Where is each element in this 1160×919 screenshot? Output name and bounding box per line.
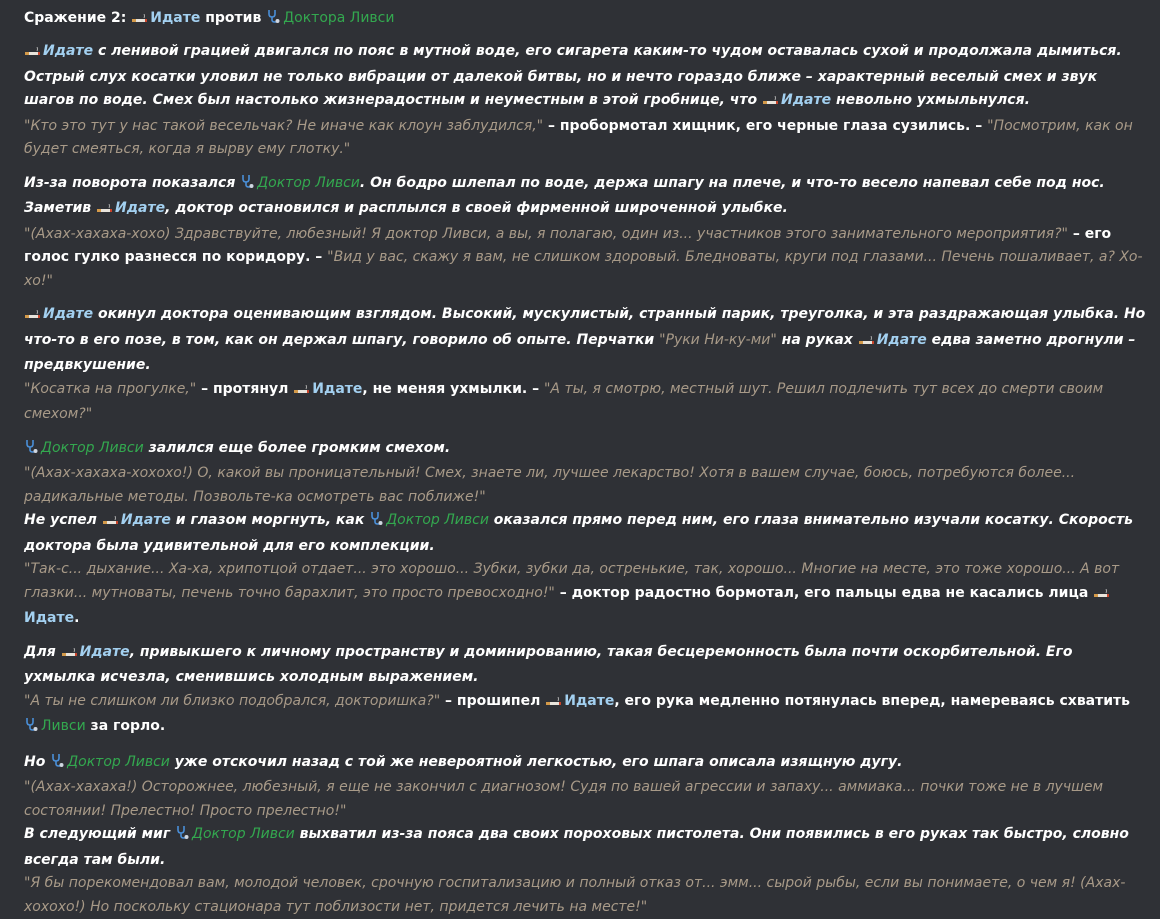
stethoscope-icon [267, 9, 280, 30]
stethoscope-icon [25, 717, 38, 741]
dialogue-tag: – его голос гулко разнесся по коридору. – [24, 226, 1111, 266]
battle-title-label: Сражение 2: [24, 10, 126, 26]
dialogue-tag: – прошипел [440, 693, 545, 709]
stethoscope-icon [241, 174, 254, 198]
narration-text: оказался прямо перед ним, его глаза внимательно изучали косатку. Скорость доктора была удивительной для его комплекции. [24, 512, 1133, 554]
paragraph-6 [24, 751, 1148, 919]
quote-text: "А ты, я смотрю, местный шут. Решил подлечить тут всех до смерти своим смехом?" [24, 381, 1103, 423]
narration-text: окинул доктора оценивающим взглядом. Высокий, мускулистый, странный парик, треуголка, и эта раздражающая улыбка. Но что-то в его позе, в том, как он держал шпагу, говорило об опыте. Перчатки [24, 306, 1145, 348]
quote-text: "Посмотрим, как он будет смеяться, когда я вырву ему глотку." [24, 118, 1133, 158]
narration-text: В следующий миг [24, 826, 175, 842]
narration-text: . Он бодро шлепал по воде, держа шпагу на плече, и что-то весело напевал себе под нос. Заметив [24, 175, 1105, 217]
narration-text: Из-за поворота показался [24, 175, 240, 191]
paragraph-1 [24, 40, 1148, 162]
stethoscope-icon [370, 511, 383, 535]
versus-text: против [205, 10, 261, 26]
dialogue-tag: – протянул [196, 381, 293, 397]
narration-text: едва заметно дрогнули – предвкушение. [24, 332, 1135, 374]
battle-title [24, 8, 1148, 30]
livsi-mention[interactable]: Доктор Ливси [257, 175, 360, 191]
cigarette-icon [97, 199, 112, 223]
paragraph-5 [24, 641, 1148, 741]
dialogue-tag: , не меняя ухмылки. – [362, 381, 544, 397]
narration-text: уже отскочил назад с той же невероятной легкостью, его шпага описала изящную дугу. [170, 754, 903, 770]
cigarette-icon [62, 643, 77, 667]
narration-text: на руках [777, 332, 858, 348]
quote-text: "(Ахах-хахаха-хохохо!) О, какой вы проницательный! Смех, знаете ли, лучшее лекарство! Хотя в вашем случае, боюсь, потребуются более... радикальные методы. Позвольте-ка осмотреть вас поближе!" [24, 465, 1075, 505]
narration-text: , доктор остановился и расплылся в своей фирменной широченной улыбке. [165, 200, 788, 216]
paragraph-4 [24, 437, 1148, 631]
idate-mention[interactable]: Идате [43, 306, 93, 322]
narration-text: выхватил из-за пояса два своих пороховых пистолета. Они появились в его руках так быстро, словно всегда там были. [24, 826, 1129, 868]
cigarette-icon [25, 42, 40, 66]
dialogue-tag: . [74, 610, 79, 626]
quote-text: "(Ахах-хахаха!) Осторожнее, любезный, я еще не закончил с диагнозом! Судя по вашей агрессии и запаху... аммиака... почки тоже не в лучшем состоянии! Прелестно! Просто прелестно!" [24, 779, 1103, 819]
cigarette-icon [546, 692, 561, 716]
idate-mention[interactable]: Идате [781, 92, 831, 108]
quote-text: "Так-с... дыхание... Ха-ха, хрипотцой отдает... это хорошо... Зубки, зубки да, остренькие, так, хорошо... Многие на месте, это тоже хорошо... А вот глазки... мутноваты, печень точно барахлит, это просто превосходно!" [24, 561, 1119, 601]
narration-text: Не успел [24, 512, 102, 528]
cigarette-icon [294, 380, 309, 404]
narration-text: залился еще более громким смехом. [144, 440, 450, 456]
dialogue-tag: за горло. [86, 718, 165, 734]
idate-mention[interactable]: Идате [150, 10, 200, 26]
cigarette-icon [1094, 584, 1109, 608]
cigarette-icon [25, 305, 40, 329]
narration-text: Для [24, 644, 61, 660]
quote-text: "Я бы порекомендовал вам, молодой человек, срочную госпитализацию и полный отказ от... эмм... сырой рыбы, если вы понимаете, о чем я! (Ахах-хохохо!) Но поскольку стационара тут поблизости нет, придется лечить на месте!" [24, 875, 1125, 915]
livsi-mention[interactable]: Доктора Ливси [283, 10, 394, 26]
idate-mention[interactable]: Идате [877, 332, 927, 348]
cigarette-icon [859, 331, 874, 355]
livsi-mention[interactable]: Доктор Ливси [192, 826, 295, 842]
cigarette-icon [132, 10, 147, 30]
stethoscope-icon [176, 825, 189, 849]
livsi-mention[interactable]: Доктор Ливси [67, 754, 170, 770]
livsi-mention[interactable]: Доктор Ливси [41, 440, 144, 456]
livsi-mention[interactable]: Ливси [41, 718, 86, 734]
stethoscope-icon [25, 439, 38, 463]
paragraph-2 [24, 172, 1148, 294]
narration-text: и глазом моргнуть, как [171, 512, 369, 528]
narration-text: с ленивой грацией двигался по пояс в мутной воде, его сигарета каким-то чудом оставалась сухой и продолжала дымиться. Острый слух косатки уловил не только вибрации от далекой битвы, но и нечто гораздо ближе – характерный веселый смех и звук шагов по воде. Смех был настолько жизнерадостным и неуместным в этой гробнице, что [24, 43, 1122, 108]
dialogue-tag: – пробормотал хищник, его черные глаза сузились. – [543, 118, 987, 134]
idate-mention[interactable]: Идате [24, 610, 74, 626]
idate-mention[interactable]: Идате [564, 693, 614, 709]
idate-mention[interactable]: Идате [121, 512, 171, 528]
narration-text: невольно ухмыльнулся. [831, 92, 1030, 108]
dialogue-tag: , его рука медленно потянулась вперед, намереваясь схватить [614, 693, 1130, 709]
idate-mention[interactable]: Идате [115, 200, 165, 216]
idate-mention[interactable]: Идате [80, 644, 130, 660]
item-name: "Руки Ни-ку-ми" [659, 332, 777, 348]
cigarette-icon [103, 511, 118, 535]
idate-mention[interactable]: Идате [312, 381, 362, 397]
cigarette-icon [763, 91, 778, 115]
quote-text: "А ты не слишком ли близко подобрался, докторишка?" [24, 693, 440, 709]
livsi-mention[interactable]: Доктор Ливси [386, 512, 489, 528]
stethoscope-icon [51, 753, 64, 777]
idate-mention[interactable]: Идате [43, 43, 93, 59]
narration-text: , привыкшего к личному пространству и доминированию, такая бесцеремонность была почти оскорбительной. Его ухмылка исчезла, сменившись холодным выражением. [24, 644, 1072, 686]
quote-text: "Вид у вас, скажу я вам, не слишком здоровый. Бледноваты, круги под глазами... Печень пошаливает, а? Хо-хо!" [24, 249, 1143, 289]
quote-text: "(Ахах-хахаха-хохо) Здравствуйте, любезный! Я доктор Ливси, а вы, я полагаю, один из... участников этого занимательного мероприятия?" [24, 226, 1068, 242]
quote-text: "Косатка на прогулке," [24, 381, 196, 397]
paragraph-3 [24, 303, 1148, 427]
narration-text: Но [24, 754, 50, 770]
dialogue-tag: – доктор радостно бормотал, его пальцы едва не касались лица [555, 585, 1093, 601]
quote-text: "Кто это тут у нас такой весельчак? Не иначе как клоун заблудился," [24, 118, 543, 134]
